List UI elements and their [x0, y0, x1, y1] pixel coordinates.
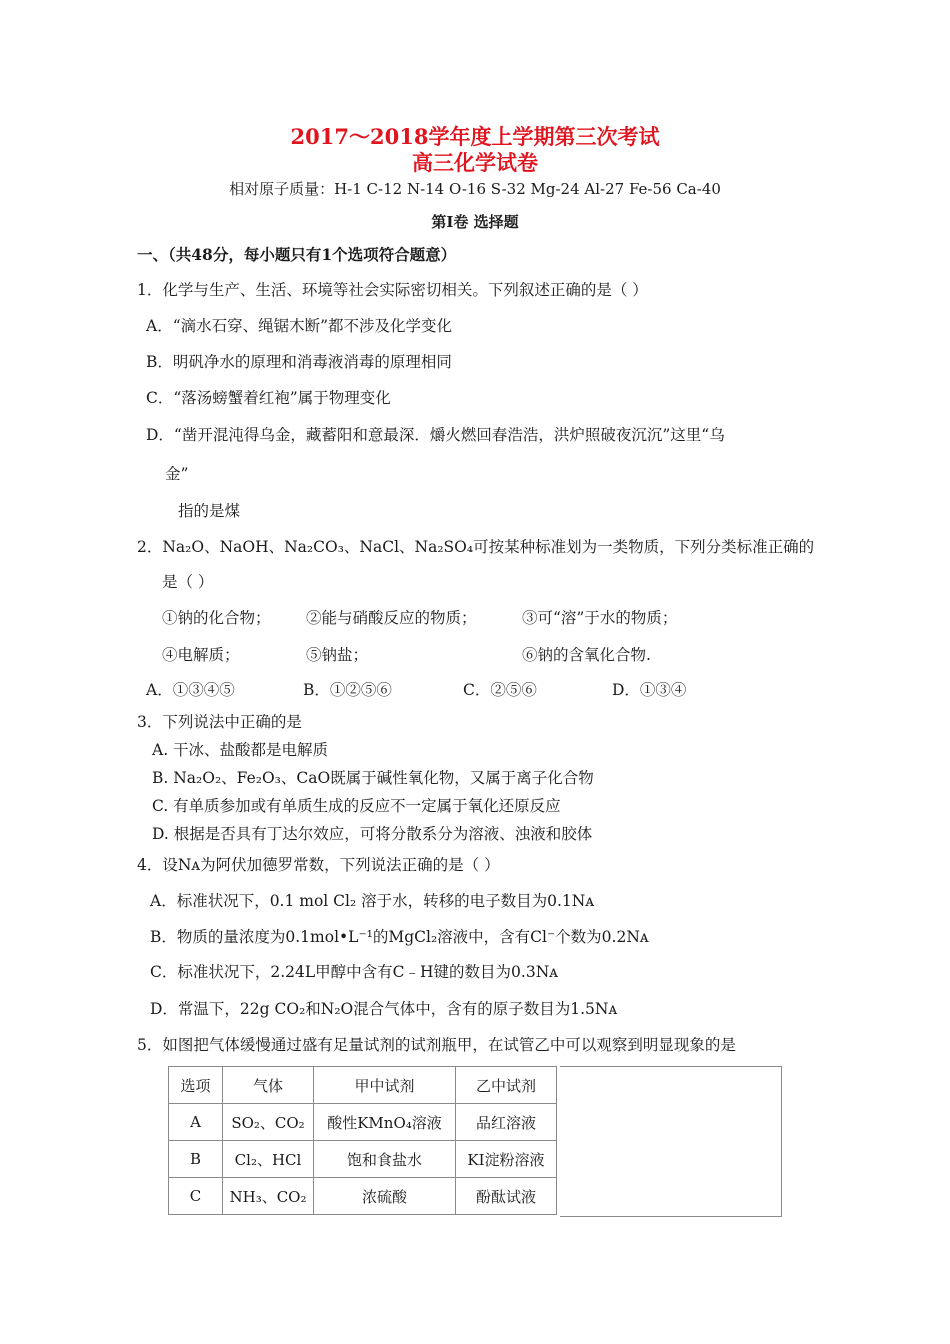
- q1-option-d-cont2: 指的是煤: [178, 502, 241, 520]
- q4-stem: 4．设Nᴀ为阿伏加德罗常数，下列说法正确的是（ ）: [137, 856, 500, 874]
- table-cell: 饱和食盐水: [314, 1141, 456, 1178]
- q2-option-c: C．②⑤⑥: [463, 681, 537, 699]
- q4-option-a: A．标准状况下，0.1 mol Cl₂ 溶于水，转移的电子数目为0.1Nᴀ: [150, 892, 595, 910]
- q4-option-c: C．标准状况下，2.24L甲醇中含有C﹣H键的数目为0.3Nᴀ: [150, 963, 559, 981]
- exam-title: 2017～2018学年度上学期第三次考试: [290, 124, 660, 149]
- q4-option-b: B．物质的量浓度为0.1mol•L⁻¹的MgCl₂溶液中，含有Cl⁻个数为0.2Nᴀ: [150, 928, 649, 946]
- table-row: [169, 1178, 557, 1215]
- table-cell: 酚酞试液: [456, 1178, 557, 1215]
- atomic-masses: 相对原子质量：H-1 C-12 N-14 O-16 S-32 Mg-24 Al-27 Fe-56 Ca-40: [229, 180, 721, 198]
- table-row: [169, 1141, 557, 1178]
- q1-option-b: B．明矾净水的原理和消毒液消毒的原理相同: [146, 353, 452, 371]
- part-heading: 一、（共48分，每小题只有1个选项符合题意）: [137, 245, 457, 264]
- q1-option-d: D．“凿开混沌得乌金，藏蓄阳和意最深．爝火燃回春浩浩，洪炉照破夜沉沉”这里“乌: [146, 426, 725, 444]
- table-header-cell: 乙中试剂: [456, 1067, 557, 1104]
- q3-stem: 3．下列说法中正确的是: [137, 713, 302, 731]
- q1-option-c: C．“落汤螃蟹着红袍”属于物理变化: [146, 389, 391, 407]
- q2-stem-cont: 是（ ）: [162, 573, 214, 591]
- table-cell: B: [169, 1141, 223, 1178]
- table-cell: Cl₂、HCl: [223, 1141, 314, 1178]
- apparatus-figure-area: [560, 1066, 782, 1217]
- table-cell: 酸性KMnO₄溶液: [314, 1104, 456, 1141]
- table-cell: NH₃、CO₂: [223, 1178, 314, 1215]
- q2-criterion-4: ④电解质；: [162, 646, 240, 664]
- q2-criterion-2: ②能与硝酸反应的物质；: [306, 609, 477, 627]
- table-row: [169, 1104, 557, 1141]
- q2-option-a: A．①③④⑤: [146, 681, 235, 699]
- table-header-row: [169, 1067, 557, 1104]
- table-header-cell: 甲中试剂: [314, 1067, 456, 1104]
- q4-option-d: D．常温下，22g CO₂和N₂O混合气体中，含有的原子数目为1.5Nᴀ: [150, 1000, 618, 1018]
- table-cell: SO₂、CO₂: [223, 1104, 314, 1141]
- table-header-cell: 选项: [169, 1067, 223, 1104]
- table-cell: KI淀粉溶液: [456, 1141, 557, 1178]
- q5-stem: 5．如图把气体缓慢通过盛有足量试剂的试剂瓶甲，在试管乙中可以观察到明显现象的是: [137, 1036, 736, 1054]
- q2-criterion-1: ①钠的化合物；: [162, 609, 271, 627]
- section-title: 第Ⅰ卷 选择题: [431, 213, 519, 231]
- q2-criterion-3: ③可“溶”于水的物质；: [522, 609, 678, 627]
- table-cell: A: [169, 1104, 223, 1141]
- table-cell: 浓硫酸: [314, 1178, 456, 1215]
- q1-stem: 1．化学与生产、生活、环境等社会实际密切相关。下列叙述正确的是（ ）: [137, 281, 648, 299]
- q3-option-a: A. 干冰、盐酸都是电解质: [152, 741, 329, 759]
- q2-option-b: B．①②⑤⑥: [303, 681, 392, 699]
- q3-option-b: B. Na₂O₂、Fe₂O₃、CaO既属于碱性氧化物，又属于离子化合物: [152, 769, 594, 787]
- q3-option-c: C. 有单质参加或有单质生成的反应不一定属于氧化还原反应: [152, 797, 561, 815]
- q2-option-d: D．①③④: [612, 681, 687, 699]
- q3-option-d: D. 根据是否具有丁达尔效应，可将分散系分为溶液、浊液和胶体: [152, 825, 593, 843]
- table-header-cell: 气体: [223, 1067, 314, 1104]
- q1-option-d-cont: 金”: [165, 465, 189, 483]
- table-cell: C: [169, 1178, 223, 1215]
- table-cell: 品红溶液: [456, 1104, 557, 1141]
- q1-option-a: A．“滴水石穿、绳锯木断”都不涉及化学变化: [146, 317, 453, 335]
- q2-criterion-5: ⑤钠盐；: [306, 646, 369, 664]
- reagent-table: [168, 1066, 557, 1215]
- exam-subtitle: 高三化学试卷: [412, 150, 538, 175]
- q2-stem: 2．Na₂O、NaOH、Na₂CO₃、NaCl、Na₂SO₄可按某种标准划为一类物质，下列分类标准正确的: [137, 538, 815, 556]
- q2-criterion-6: ⑥钠的含氧化合物.: [522, 646, 651, 664]
